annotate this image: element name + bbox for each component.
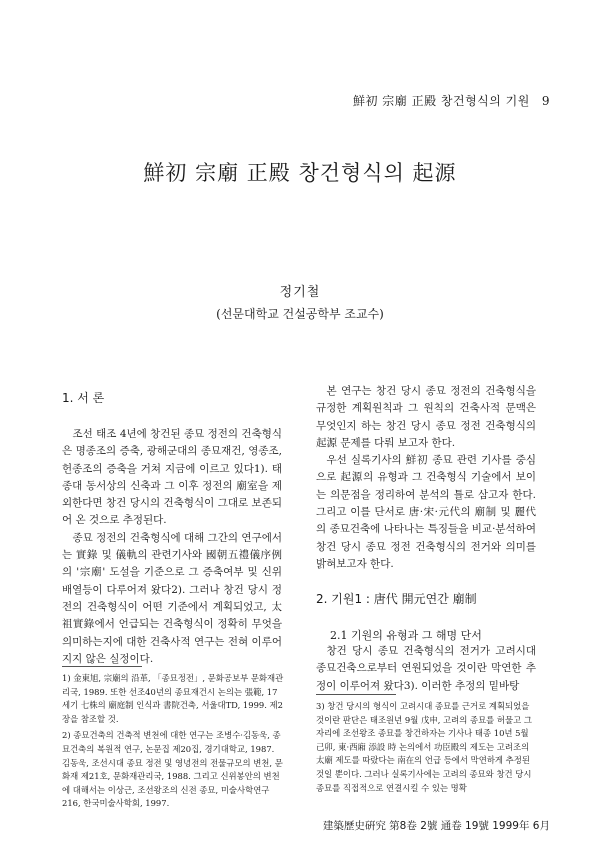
section1-body [62,426,282,668]
footnote-2: 2) 종묘건축의 건축적 변천에 대한 연구는 조병수·김동욱, 종묘건축의 복원적 연구, 논문집 제20집, 경기대학교, 1987. 김동욱, 조선시대 종묘 정전 및 영녕전의 전물규모의 변천, 문화재 제21호, 문화재관리국, 1988. 그리고 신위봉안의 변천에 대해서는 이상근, 조선왕조의 신전 종묘, 미술사학연구 216, 한국미술사학회, 1997. [62,730,283,809]
author-affiliation: (선문대학교 건설공학부 조교수) [216,307,384,321]
section2-paragraph: 창건 당시 종묘 건축형식의 전거가 고려시대 종묘건축으로부터 연원되었을 것이란 막연한 추정이 이루어져 왔다3). 이러한 추정의 밑바탕 [316,645,536,692]
section1-heading: 1. 서 론 [62,391,105,405]
page-number: 9 [541,94,550,108]
footnote-rule-right [316,694,396,695]
footnotes-right [316,700,538,798]
section2-heading: 2. 기원1 : 唐代 開元연간 廟制 [316,592,477,606]
running-header [300,92,550,109]
journal-footer: 建築歷史硏究 第8卷 2號 通卷 19號 1999年 6月 [322,820,550,832]
intro-continued [316,383,536,573]
section1-paragraph: 종묘 정전의 건축형식에 대해 그간의 연구에서는 實錄 및 儀軌의 관련기사와 國朝五禮儀序例의 '宗廟' 도설을 기준으로 그 증축여부 및 신위배열등이 다루어져 왔다2). 그러나 창건 당시 정전의 건축형식이 어떤 기준에서 계획되었고, 太祖實錄에서 언급되는 건축형식이 정확히 무엇을 의미하는지에 대한 건축사적 연구는 전혀 이루어지지 않은 실정이다. [62,531,282,665]
footnote-1: 1) 金東旭, 宗廟의 沿革, 「종묘정전」, 문화공보부 문화재관리국, 1989. 또한 선조40년의 종묘재건시 논의는 張範, 17세기 七株의 廟庭制 인식과 書院건축, 서울대TD, 1999. 제2장을 참조할 것. [62,673,284,724]
intro-paragraph: 우선 실록기사의 鮮初 종묘 관련 기사를 중심으로 起源의 유형과 그 건축형식 기술에서 보이는 의문점을 정리하여 분석의 틀로 삼고자 한다. 그리고 이를 단서로 唐·宋·元代의 廟制 및 麗代의 종묘건축에 나타나는 특징들을 비교·분석하여 창건 당시 종묘 정전 건축형식의 전거와 의미를 밝혀보고자 한다. [316,454,536,570]
running-header-title: 鮮初 宗廟 正殿 창건형식의 기원 [352,94,530,108]
footnote-rule [62,666,142,667]
section2-1-heading: 2.1 기원의 유형과 그 해명 단서 [330,629,482,642]
footnotes-left [62,672,284,814]
author-name: 정기철 [279,285,321,300]
footnote-3: 3) 창건 당시의 형식이 고려시대 종묘를 근거로 계획되었을 것이란 판단은 태조원년 9월 戊申, 고려의 종묘를 허물고 그 자리에 조선왕조 종묘를 창건하자는 기사나 태종 10년 5월 己卯, 東·西廂 添設 時 논의에서 功臣殿의 제도는 고려조의 太廟 제도를 따랐다는 南在의 언급 등에서 막연하게 추정된 것일 뿐이다. 그러나 실록기사에는 고려의 종묘와 창건 당시 종묘를 직접적으로 연결시킬 수 있는 명확 [316,701,532,793]
intro-paragraph: 본 연구는 창건 당시 종묘 정전의 건축형식을 규정한 계획원칙과 그 원칙의 건축사적 문맥은 무엇인지 하는 창건 당시 종묘 정전 건축형식의 起源 문제를 다뤄 보고자 한다. [316,385,536,449]
paper-title: 鮮初 宗廟 正殿 창건형식의 起源 [143,161,457,185]
section2-body [316,643,536,695]
section1-paragraph: 조선 태조 4년에 창건된 종묘 정전의 건축형식은 명종조의 증축, 광해군대의 종묘재건, 영종조, 헌종조의 증축을 거쳐 지금에 이르고 있다1). 태종대 동서상의 신축과 그 이후 정전의 廟室을 제외한다면 창건 당시의 건축형식이 그대로 보존되어 온 것으로 추정된다. [62,428,282,527]
